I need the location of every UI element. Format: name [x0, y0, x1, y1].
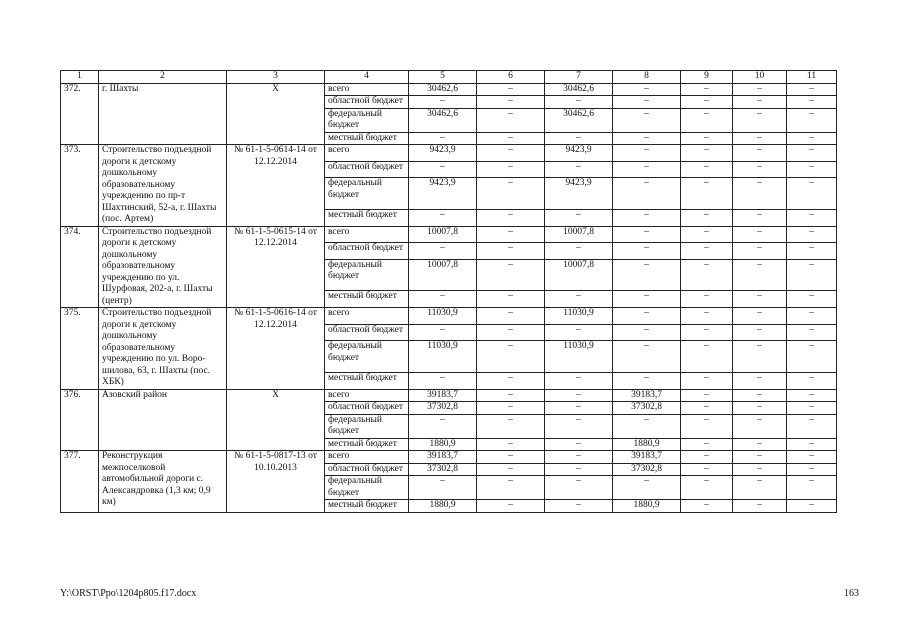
value-cell: –	[681, 161, 733, 178]
header-cell: 7	[545, 71, 613, 84]
value-cell: –	[545, 209, 613, 226]
header-cell: 11	[787, 71, 837, 84]
project-code: Х	[227, 83, 325, 145]
footer-page-number: 163	[844, 588, 859, 599]
value-cell: –	[545, 132, 613, 145]
value-cell: 39183,7	[613, 389, 681, 402]
value-cell: –	[613, 476, 681, 500]
row-number: 374.	[61, 226, 99, 308]
value-cell: –	[477, 451, 545, 464]
header-cell: 6	[477, 71, 545, 84]
value-cell: –	[409, 476, 477, 500]
value-cell: –	[787, 96, 837, 109]
value-cell: –	[733, 372, 787, 389]
value-cell: –	[477, 108, 545, 132]
value-cell: –	[477, 291, 545, 308]
value-cell: –	[545, 463, 613, 476]
value-cell: 10007,8	[409, 226, 477, 243]
value-cell: –	[787, 308, 837, 325]
value-cell: –	[681, 226, 733, 243]
value-cell: –	[787, 291, 837, 308]
funding-source: областной бюджет	[325, 463, 409, 476]
value-cell: –	[787, 500, 837, 513]
value-cell: 30462,6	[545, 83, 613, 96]
value-cell: –	[545, 96, 613, 109]
project-code: № 61-1-5-0614-14 от 12.12.2014	[227, 145, 325, 227]
value-cell: –	[613, 209, 681, 226]
value-cell: 37302,8	[409, 463, 477, 476]
value-cell: –	[787, 463, 837, 476]
value-cell: –	[681, 132, 733, 145]
value-cell: –	[733, 243, 787, 260]
value-cell: –	[681, 178, 733, 210]
funding-source: всего	[325, 83, 409, 96]
funding-source: федеральный бюджет	[325, 341, 409, 373]
value-cell: –	[613, 372, 681, 389]
funding-source: всего	[325, 389, 409, 402]
value-cell: –	[787, 226, 837, 243]
value-cell: –	[733, 476, 787, 500]
value-cell: –	[681, 500, 733, 513]
funding-source: областной бюджет	[325, 243, 409, 260]
value-cell: 30462,6	[409, 108, 477, 132]
row-number: 377.	[61, 451, 99, 513]
value-cell: –	[545, 438, 613, 451]
value-cell: –	[477, 500, 545, 513]
value-cell: –	[477, 259, 545, 291]
value-cell: –	[477, 145, 545, 162]
value-cell: –	[733, 341, 787, 373]
value-cell: –	[613, 291, 681, 308]
value-cell: –	[477, 476, 545, 500]
value-cell: –	[409, 96, 477, 109]
value-cell: 37302,8	[409, 402, 477, 415]
funding-source: местный бюджет	[325, 438, 409, 451]
value-cell: –	[681, 414, 733, 438]
value-cell: –	[613, 96, 681, 109]
value-cell: –	[477, 178, 545, 210]
value-cell: –	[787, 83, 837, 96]
value-cell: –	[613, 132, 681, 145]
value-cell: –	[733, 414, 787, 438]
value-cell: –	[787, 108, 837, 132]
value-cell: 39183,7	[409, 451, 477, 464]
funding-source: областной бюджет	[325, 324, 409, 341]
value-cell: –	[733, 451, 787, 464]
value-cell: –	[733, 308, 787, 325]
funding-source: всего	[325, 145, 409, 162]
value-cell: –	[477, 414, 545, 438]
value-cell: –	[545, 291, 613, 308]
value-cell: –	[477, 209, 545, 226]
object-name: Азовский район	[99, 389, 227, 451]
value-cell: –	[733, 132, 787, 145]
value-cell: –	[477, 226, 545, 243]
value-cell: –	[613, 226, 681, 243]
table-row	[61, 308, 837, 325]
funding-source: местный бюджет	[325, 209, 409, 226]
value-cell: –	[409, 161, 477, 178]
value-cell: –	[545, 372, 613, 389]
value-cell: 10007,8	[409, 259, 477, 291]
value-cell: –	[477, 161, 545, 178]
value-cell: –	[477, 83, 545, 96]
header-cell: 2	[99, 71, 227, 84]
object-name: Реконструкция межпоселковой автомобильной дороги с. Александровка (1,3 км; 0,9 км)	[99, 451, 227, 513]
value-cell: –	[787, 259, 837, 291]
value-cell: –	[613, 178, 681, 210]
value-cell: –	[733, 178, 787, 210]
value-cell: –	[545, 451, 613, 464]
value-cell: –	[787, 161, 837, 178]
project-code: Х	[227, 389, 325, 451]
value-cell: –	[733, 83, 787, 96]
value-cell: –	[733, 96, 787, 109]
table-row	[61, 83, 837, 96]
value-cell: –	[787, 178, 837, 210]
value-cell: 1880,9	[613, 438, 681, 451]
row-number: 375.	[61, 308, 99, 390]
value-cell: –	[733, 402, 787, 415]
value-cell: –	[477, 402, 545, 415]
header-cell: 10	[733, 71, 787, 84]
value-cell: 39183,7	[613, 451, 681, 464]
header-cell: 1	[61, 71, 99, 84]
value-cell: –	[733, 209, 787, 226]
value-cell: 1880,9	[409, 438, 477, 451]
value-cell: –	[613, 308, 681, 325]
header-cell: 9	[681, 71, 733, 84]
value-cell: –	[477, 308, 545, 325]
value-cell: –	[409, 372, 477, 389]
value-cell: –	[545, 161, 613, 178]
value-cell: –	[681, 324, 733, 341]
value-cell: 11030,9	[409, 308, 477, 325]
value-cell: –	[477, 372, 545, 389]
value-cell: –	[787, 402, 837, 415]
value-cell: –	[545, 402, 613, 415]
value-cell: –	[477, 463, 545, 476]
value-cell: 30462,6	[545, 108, 613, 132]
value-cell: –	[613, 259, 681, 291]
value-cell: –	[681, 341, 733, 373]
object-name: Строительство подъездной дороги к детскому дошкольному образовательному учреждению по ул. Шурфовая, 202-а, г. Шахты (центр)	[99, 226, 227, 308]
value-cell: –	[787, 389, 837, 402]
value-cell: –	[545, 389, 613, 402]
funding-source: всего	[325, 226, 409, 243]
value-cell: –	[787, 209, 837, 226]
funding-source: федеральный бюджет	[325, 178, 409, 210]
value-cell: 10007,8	[545, 226, 613, 243]
value-cell: –	[613, 243, 681, 260]
value-cell: –	[681, 83, 733, 96]
object-name: Строительство подъездной дороги к детскому дошкольному образовательному учреждению по ул. Воро-шилова, 63, г. Шахты (пос. ХБК)	[99, 308, 227, 390]
funding-source: всего	[325, 451, 409, 464]
value-cell: 37302,8	[613, 463, 681, 476]
value-cell: –	[545, 324, 613, 341]
funding-source: местный бюджет	[325, 291, 409, 308]
value-cell: 10007,8	[545, 259, 613, 291]
footer-file-path: Y:\ORST\Ppo\1204p805.f17.docx	[60, 588, 197, 599]
value-cell: –	[681, 291, 733, 308]
value-cell: –	[733, 259, 787, 291]
project-code: № 61-1-5-0615-14 от 12.12.2014	[227, 226, 325, 308]
header-cell: 3	[227, 71, 325, 84]
value-cell: 9423,9	[409, 145, 477, 162]
value-cell: –	[787, 324, 837, 341]
funding-source: местный бюджет	[325, 372, 409, 389]
value-cell: –	[733, 108, 787, 132]
funding-source: местный бюджет	[325, 500, 409, 513]
value-cell: –	[681, 438, 733, 451]
row-number: 373.	[61, 145, 99, 227]
value-cell: –	[545, 476, 613, 500]
value-cell: 11030,9	[545, 308, 613, 325]
funding-source: областной бюджет	[325, 161, 409, 178]
value-cell: –	[477, 132, 545, 145]
value-cell: –	[733, 389, 787, 402]
funding-source: федеральный бюджет	[325, 414, 409, 438]
value-cell: –	[787, 145, 837, 162]
value-cell: –	[681, 108, 733, 132]
value-cell: –	[409, 291, 477, 308]
value-cell: –	[681, 96, 733, 109]
value-cell: 37302,8	[613, 402, 681, 415]
value-cell: –	[733, 291, 787, 308]
value-cell: –	[477, 96, 545, 109]
value-cell: –	[409, 414, 477, 438]
value-cell: 9423,9	[409, 178, 477, 210]
project-code: № 61-1-5-0616-14 от 12.12.2014	[227, 308, 325, 390]
budget-table	[60, 70, 837, 513]
value-cell: –	[613, 324, 681, 341]
funding-source: федеральный бюджет	[325, 476, 409, 500]
value-cell: –	[613, 341, 681, 373]
value-cell: –	[613, 83, 681, 96]
value-cell: –	[787, 414, 837, 438]
table-row	[61, 145, 837, 162]
value-cell: –	[787, 243, 837, 260]
value-cell: –	[477, 438, 545, 451]
header-cell: 5	[409, 71, 477, 84]
value-cell: –	[681, 451, 733, 464]
value-cell: –	[477, 341, 545, 373]
row-number: 376.	[61, 389, 99, 451]
value-cell: –	[613, 414, 681, 438]
object-name: Строительство подъездной дороги к детскому дошкольному образовательному учреждению по пр-т Шахтинский, 52-а, г. Шахты (пос. Артем)	[99, 145, 227, 227]
value-cell: 11030,9	[545, 341, 613, 373]
value-cell: –	[613, 145, 681, 162]
value-cell: –	[545, 500, 613, 513]
value-cell: –	[545, 414, 613, 438]
value-cell: –	[477, 243, 545, 260]
value-cell: –	[733, 438, 787, 451]
value-cell: –	[681, 243, 733, 260]
value-cell: –	[733, 463, 787, 476]
value-cell: –	[733, 324, 787, 341]
value-cell: –	[681, 476, 733, 500]
value-cell: –	[787, 341, 837, 373]
value-cell: –	[733, 145, 787, 162]
value-cell: –	[681, 308, 733, 325]
value-cell: –	[787, 438, 837, 451]
value-cell: –	[733, 161, 787, 178]
value-cell: –	[409, 209, 477, 226]
value-cell: 39183,7	[409, 389, 477, 402]
value-cell: 9423,9	[545, 178, 613, 210]
value-cell: –	[681, 259, 733, 291]
value-cell: –	[477, 324, 545, 341]
funding-source: областной бюджет	[325, 402, 409, 415]
header-cell: 4	[325, 71, 409, 84]
value-cell: 30462,6	[409, 83, 477, 96]
value-cell: –	[787, 132, 837, 145]
object-name: г. Шахты	[99, 83, 227, 145]
value-cell: –	[409, 243, 477, 260]
value-cell: –	[545, 243, 613, 260]
value-cell: –	[477, 389, 545, 402]
header-row	[61, 71, 837, 84]
funding-source: местный бюджет	[325, 132, 409, 145]
value-cell: –	[409, 324, 477, 341]
funding-source: областной бюджет	[325, 96, 409, 109]
value-cell: –	[681, 389, 733, 402]
value-cell: 11030,9	[409, 341, 477, 373]
value-cell: 9423,9	[545, 145, 613, 162]
value-cell: –	[733, 500, 787, 513]
value-cell: –	[733, 226, 787, 243]
value-cell: 1880,9	[409, 500, 477, 513]
value-cell: 1880,9	[613, 500, 681, 513]
value-cell: –	[613, 108, 681, 132]
funding-source: всего	[325, 308, 409, 325]
value-cell: –	[681, 209, 733, 226]
value-cell: –	[681, 402, 733, 415]
value-cell: –	[787, 372, 837, 389]
funding-source: федеральный бюджет	[325, 259, 409, 291]
value-cell: –	[787, 476, 837, 500]
funding-source: федеральный бюджет	[325, 108, 409, 132]
value-cell: –	[409, 132, 477, 145]
table-row	[61, 389, 837, 402]
header-cell: 8	[613, 71, 681, 84]
row-number: 372.	[61, 83, 99, 145]
value-cell: –	[681, 145, 733, 162]
value-cell: –	[681, 372, 733, 389]
table-row	[61, 226, 837, 243]
value-cell: –	[787, 451, 837, 464]
value-cell: –	[681, 463, 733, 476]
project-code: № 61-1-5-0817-13 от 10.10.2013	[227, 451, 325, 513]
table-row	[61, 451, 837, 464]
value-cell: –	[613, 161, 681, 178]
